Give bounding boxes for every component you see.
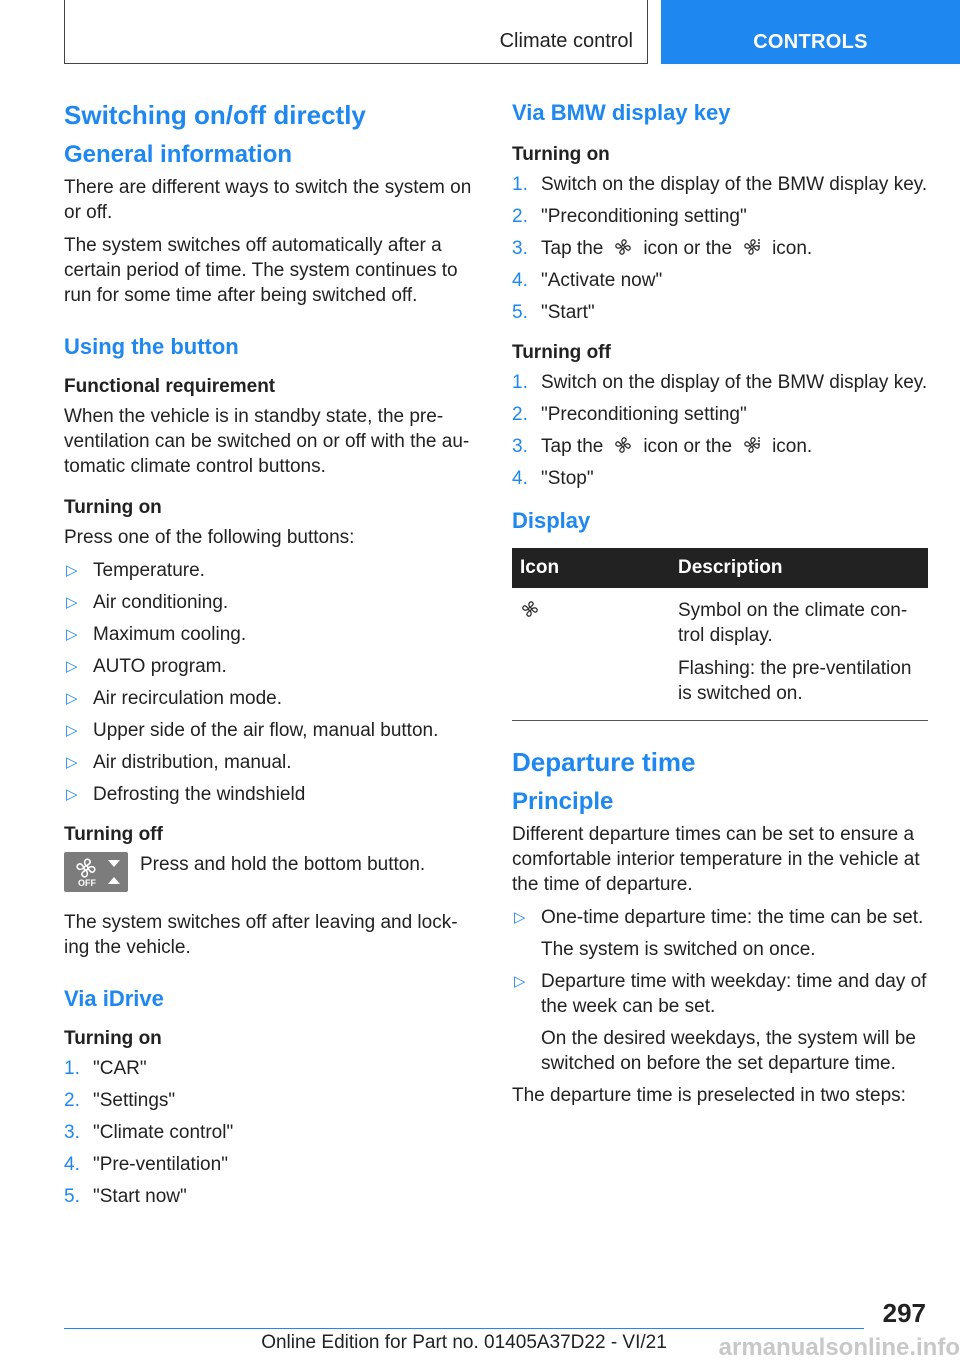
step-text: "Preconditioning setting" [541, 404, 747, 425]
description-line-2: Flashing: the pre-ventilation is switched on. [678, 658, 912, 704]
heading-using-button: Using the button [64, 334, 239, 359]
step-text: "Settings" [93, 1090, 176, 1111]
table-row [512, 588, 928, 721]
heading-general-info: General information [64, 141, 293, 168]
header-frame [64, 0, 648, 64]
step-number: 1. [512, 174, 528, 195]
step-number: 5. [512, 302, 528, 323]
functional-requirement-text: When the vehicle is in standby state, the pre-ventilation can be switched on or off with the au-tomatic climate control buttons. [64, 406, 470, 477]
preselected-text: The departure time is preselected in two steps: [512, 1085, 906, 1106]
principle-text: Different departure times can be set to ensure a comfortable interior temperature in the vehicle at the time of departure. [512, 824, 920, 895]
key-on-steps [512, 172, 928, 325]
step-text: "Activate now" [541, 270, 663, 291]
list-item-text: Air conditioning. [93, 592, 229, 613]
step-text: "CAR" [93, 1058, 147, 1079]
description-cell [670, 588, 928, 721]
step-number: 3. [512, 238, 528, 259]
list-item [512, 969, 928, 1076]
list-item [64, 750, 480, 775]
list-item [512, 236, 928, 261]
col-description-header: Description [670, 548, 928, 588]
heading-departure-time: Departure time [512, 747, 696, 777]
step-text: Tap the [541, 436, 604, 457]
step-number: 3. [512, 436, 528, 457]
list-item [512, 204, 928, 229]
list-item-text: Air recirculation mode. [93, 688, 283, 709]
page-number: 297 [882, 1298, 926, 1328]
step-text: icon. [772, 436, 813, 457]
step-number: 2. [512, 404, 528, 425]
right-column [512, 100, 928, 1116]
step-text: Switch on the display of the BMW display key. [541, 174, 928, 195]
list-item [64, 718, 480, 743]
list-item [512, 466, 928, 491]
step-text: "Start" [541, 302, 595, 323]
list-item [64, 590, 480, 615]
general-paragraph-2: The system switches off automatically after a certain period of time. The system continues to run for some time after being switched off. [64, 235, 458, 306]
button-list [64, 558, 480, 807]
idrive-steps [64, 1056, 480, 1209]
footer-edition: Online Edition for Part no. 01405A37D22 - VI/21 [261, 1332, 667, 1353]
step-text: icon or the [643, 238, 733, 259]
list-item [64, 1120, 480, 1145]
display-table [512, 548, 928, 721]
step-number: 4. [512, 270, 528, 291]
step-number: 5. [64, 1186, 80, 1207]
step-number: 3. [64, 1122, 80, 1143]
list-item-text: Maximum cooling. [93, 624, 247, 645]
fan-dots-icon [742, 237, 762, 257]
step-number: 1. [64, 1058, 80, 1079]
step-text: "Stop" [541, 468, 594, 489]
list-item [64, 686, 480, 711]
fan-icon [613, 435, 633, 455]
key-off-steps [512, 370, 928, 491]
heading-display-key: Via BMW display key [512, 100, 731, 125]
step-text: "Pre-ventilation" [93, 1154, 228, 1175]
bullet-icon: ▷ [66, 594, 78, 611]
step-text: icon. [772, 238, 813, 259]
list-item [64, 1184, 480, 1209]
departure-list [512, 905, 928, 1076]
bullet-icon: ▷ [66, 754, 78, 771]
list-item [64, 1088, 480, 1113]
step-text: Switch on the display of the BMW display key. [541, 372, 928, 393]
svg-text:OFF: OFF [78, 878, 96, 888]
bullet-icon: ▷ [66, 722, 78, 739]
list-item-text: Defrosting the windshield [93, 784, 306, 805]
bullet-icon: ▷ [66, 562, 78, 579]
list-item [512, 300, 928, 325]
bullet-icon: ▷ [66, 626, 78, 643]
footer-divider [64, 1328, 864, 1329]
off-button-image [64, 852, 128, 892]
list-item [64, 782, 480, 807]
watermark: armanualsonline.info [718, 1334, 960, 1361]
list-item-subtext: On the desired weekdays, the system will be switched on before the set departure time. [541, 1028, 916, 1074]
step-text: "Preconditioning setting" [541, 206, 747, 227]
press-hold-text: Press and hold the bottom button. [140, 854, 426, 875]
fan-off-icon [64, 852, 128, 892]
list-item [512, 268, 928, 293]
heading-turning-off: Turning off [64, 824, 163, 845]
list-item-text: One-time departure time: the time can be set. [541, 907, 924, 928]
list-item [512, 172, 928, 197]
bullet-icon: ▷ [66, 786, 78, 803]
heading-key-turning-on: Turning on [512, 144, 610, 165]
general-paragraph-1: There are different ways to switch the system on or off. [64, 177, 472, 223]
heading-idrive-turning-on: Turning on [64, 1028, 162, 1049]
heading-turning-on: Turning on [64, 497, 162, 518]
list-item-text: Temperature. [93, 560, 205, 581]
list-item-text: Air distribution, manual. [93, 752, 292, 773]
list-item-text: Departure time with weekday: time and day of the week can be set. [541, 971, 927, 1017]
step-number: 1. [512, 372, 528, 393]
heading-display: Display [512, 508, 591, 533]
left-column [64, 100, 480, 1216]
step-text: Tap the [541, 238, 604, 259]
fan-icon [613, 237, 633, 257]
list-item-subtext: The system is switched on once. [541, 939, 816, 960]
step-text: icon or the [643, 436, 733, 457]
step-number: 4. [512, 468, 528, 489]
heading-functional-requirement: Functional requirement [64, 376, 276, 397]
list-item [64, 558, 480, 583]
off-button-row [64, 852, 480, 896]
list-item [512, 370, 928, 395]
description-line-1: Symbol on the climate con-trol display. [678, 600, 908, 646]
switches-off-text: The system switches off after leaving and lock-ing the vehicle. [64, 912, 458, 958]
list-item [64, 622, 480, 647]
step-number: 2. [512, 206, 528, 227]
bullet-icon: ▷ [66, 658, 78, 675]
list-item [64, 654, 480, 679]
list-item-text: AUTO program. [93, 656, 227, 677]
step-number: 4. [64, 1154, 80, 1175]
press-buttons-text: Press one of the following buttons: [64, 527, 355, 548]
bullet-icon: ▷ [66, 690, 78, 707]
fan-dots-icon [742, 435, 762, 455]
list-item [512, 434, 928, 459]
heading-switching: Switching on/off directly [64, 100, 366, 130]
list-item [512, 905, 928, 962]
bullet-icon: ▷ [514, 909, 526, 926]
col-icon-header: Icon [512, 548, 670, 588]
heading-principle: Principle [512, 788, 614, 815]
icon-cell [512, 588, 670, 721]
heading-via-idrive: Via iDrive [64, 986, 164, 1011]
bullet-icon: ▷ [514, 973, 526, 990]
chapter-tab[interactable]: CONTROLS [661, 0, 960, 64]
list-item [64, 1152, 480, 1177]
heading-key-turning-off: Turning off [512, 342, 611, 363]
step-text: "Start now" [93, 1186, 187, 1207]
list-item [64, 1056, 480, 1081]
list-item [512, 402, 928, 427]
section-title: Climate control [499, 30, 633, 52]
list-item-text: Upper side of the air flow, manual button. [93, 720, 439, 741]
step-text: "Climate control" [93, 1122, 234, 1143]
step-number: 2. [64, 1090, 80, 1111]
fan-icon [520, 599, 540, 619]
